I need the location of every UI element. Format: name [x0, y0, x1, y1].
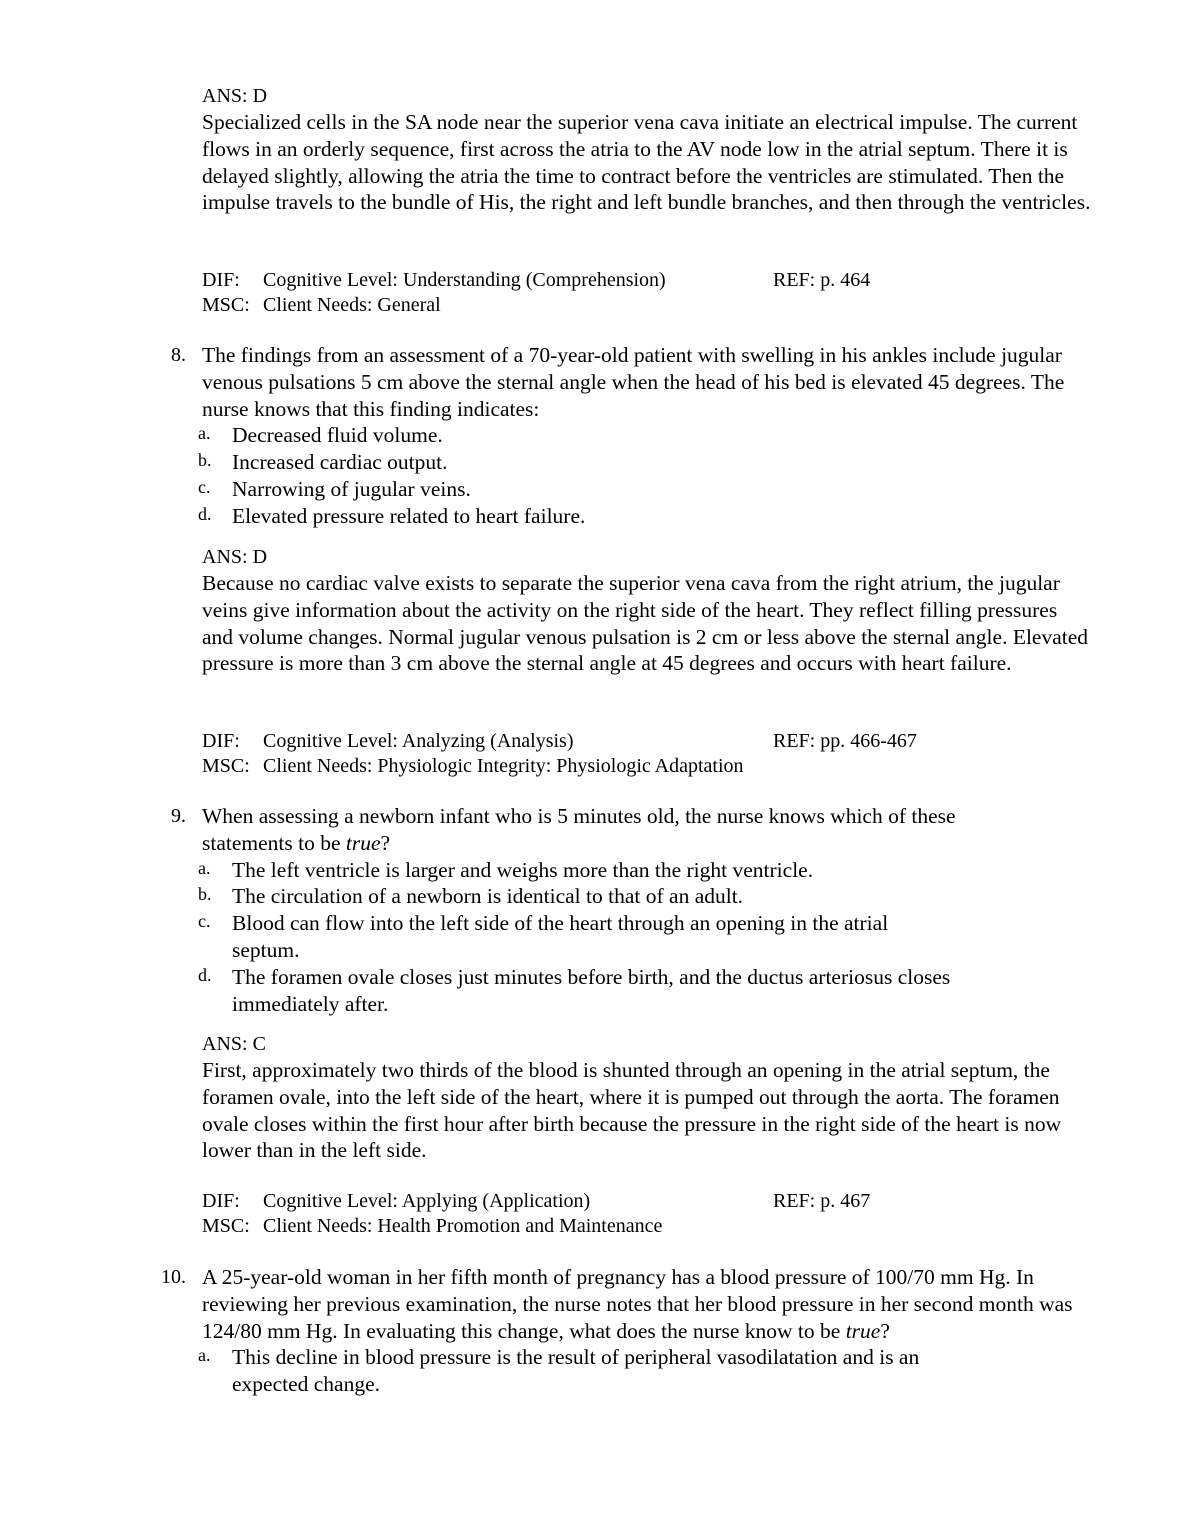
option-a [150, 422, 952, 449]
difficulty-row [202, 1189, 1102, 1214]
rationale-text: Specialized cells in the SA node near the superior vena cava initiate an electrical impulse. The current flows in an orderly sequence, first across the atria to the AV node low in the atrial septum. There it is delayed slightly, allowing the atria the time to contract before the ventricles are stimulated. Then the impulse travels to the bundle of His, the right and left bundle branches, and then through the ventricles. [202, 110, 1091, 215]
difficulty-label: DIF: [202, 730, 240, 752]
answer-block-prev [202, 84, 1092, 216]
question-stem [150, 1264, 1100, 1344]
question-stem [150, 342, 1100, 422]
metadata-block-prev [202, 268, 1102, 317]
page-reference: REF: pp. 466-467 [773, 730, 917, 752]
question-number: 10. [161, 1266, 186, 1288]
option-letter: a. [198, 423, 211, 444]
rationale-text: Because no cardiac valve exists to separate the superior vena cava from the right atrium, the jugular veins give information about the activity on the right side of the heart. They reflect filling pressures and volume changes. Normal jugular venous pulsation is 2 cm or less above the sternal angle. Elevated pressure is more than 3 cm above the sternal angle at 45 degrees and occurs with heart failure. [202, 571, 1089, 676]
question-number: 9. [171, 805, 186, 827]
client-needs-row [202, 754, 1102, 779]
option-text: The foramen ovale closes just minutes before birth, and the ductus arteriosus closes immediately after. [232, 964, 951, 1016]
option-a [150, 857, 952, 884]
question-8 [150, 342, 1100, 530]
difficulty-row [202, 729, 1102, 754]
option-letter: d. [198, 964, 212, 985]
emphasis-true: true [345, 830, 381, 855]
option-c [150, 476, 952, 503]
difficulty-value: Cognitive Level: Understanding (Comprehension) [263, 269, 666, 291]
client-needs-label: MSC: [202, 1214, 250, 1237]
page-reference: REF: p. 464 [773, 269, 871, 291]
client-needs-value: Client Needs: Health Promotion and Maintenance [263, 1214, 663, 1237]
metadata-block-8 [202, 729, 1102, 778]
option-letter: c. [198, 911, 211, 932]
difficulty-label: DIF: [202, 269, 240, 291]
option-b [150, 449, 952, 476]
question-text-start: When assessing a newborn infant who is 5 minutes old, the nurse knows which of these statements to be [202, 804, 956, 855]
option-d [150, 964, 952, 1018]
page-reference: REF: p. 467 [773, 1190, 871, 1212]
client-needs-value: Client Needs: Physiologic Integrity: Physiologic Adaptation [263, 754, 744, 777]
client-needs-row [202, 293, 1102, 318]
question-text-end: ? [880, 1318, 890, 1343]
option-a [150, 1344, 992, 1398]
emphasis-true: true [845, 1318, 881, 1343]
difficulty-value: Cognitive Level: Applying (Application) [263, 1190, 591, 1212]
option-text: Decreased fluid volume. [232, 423, 443, 448]
option-text: The circulation of a newborn is identical to that of an adult. [232, 884, 744, 909]
answer-key: ANS: C [202, 1033, 266, 1055]
answer-block-9 [202, 1032, 1092, 1164]
option-letter: a. [198, 1345, 211, 1366]
option-letter: b. [198, 884, 212, 905]
client-needs-label: MSC: [202, 754, 250, 777]
question-9 [150, 803, 1100, 1017]
option-letter: c. [198, 476, 211, 497]
answer-block-8 [202, 545, 1092, 677]
answer-key: ANS: D [202, 85, 268, 107]
client-needs-value: Client Needs: General [263, 293, 441, 316]
option-letter: a. [198, 857, 211, 878]
option-letter: b. [198, 450, 212, 471]
option-text: This decline in blood pressure is the result of peripheral vasodilatation and is an expected change. [232, 1345, 920, 1397]
rationale-text: First, approximately two thirds of the blood is shunted through an opening in the atrial septum, the foramen ovale, into the left side of the heart, where it is pumped out through the aorta. The foramen ovale closes within the first hour after birth because the pressure in the right side of the heart is now lower than in the left side. [202, 1058, 1062, 1163]
option-d [150, 503, 952, 530]
option-text: Narrowing of jugular veins. [232, 476, 471, 501]
client-needs-label: MSC: [202, 293, 250, 316]
difficulty-label: DIF: [202, 1190, 240, 1212]
question-stem [150, 803, 1032, 857]
difficulty-row [202, 268, 1102, 293]
metadata-block-9 [202, 1189, 1102, 1238]
question-10 [150, 1264, 1100, 1398]
option-text: Blood can flow into the left side of the heart through an opening in the atrial septum. [232, 911, 889, 962]
option-text: Increased cardiac output. [232, 450, 448, 475]
option-letter: d. [198, 503, 212, 524]
question-text-end: ? [380, 830, 391, 855]
option-text: The left ventricle is larger and weighs more than the right ventricle. [232, 857, 814, 882]
question-number: 8. [171, 344, 186, 366]
client-needs-row [202, 1214, 1102, 1239]
difficulty-value: Cognitive Level: Analyzing (Analysis) [263, 730, 574, 752]
answer-key: ANS: D [202, 546, 268, 568]
option-text: Elevated pressure related to heart failure. [232, 503, 586, 528]
question-text-start: A 25-year-old woman in her fifth month of pregnancy has a blood pressure of 100/70 mm Hg. In reviewing her previous examination, the nurse notes that her blood pressure in her second month was 124/80 mm Hg. In evaluating this change, what does the nurse know to be [202, 1265, 1073, 1343]
option-b [150, 883, 952, 910]
option-c [150, 910, 952, 964]
question-text: The findings from an assessment of a 70-year-old patient with swelling in his ankles include jugular venous pulsations 5 cm above the sternal angle when the head of his bed is elevated 45 degrees. The nurse knows that this finding indicates: [202, 343, 1065, 421]
